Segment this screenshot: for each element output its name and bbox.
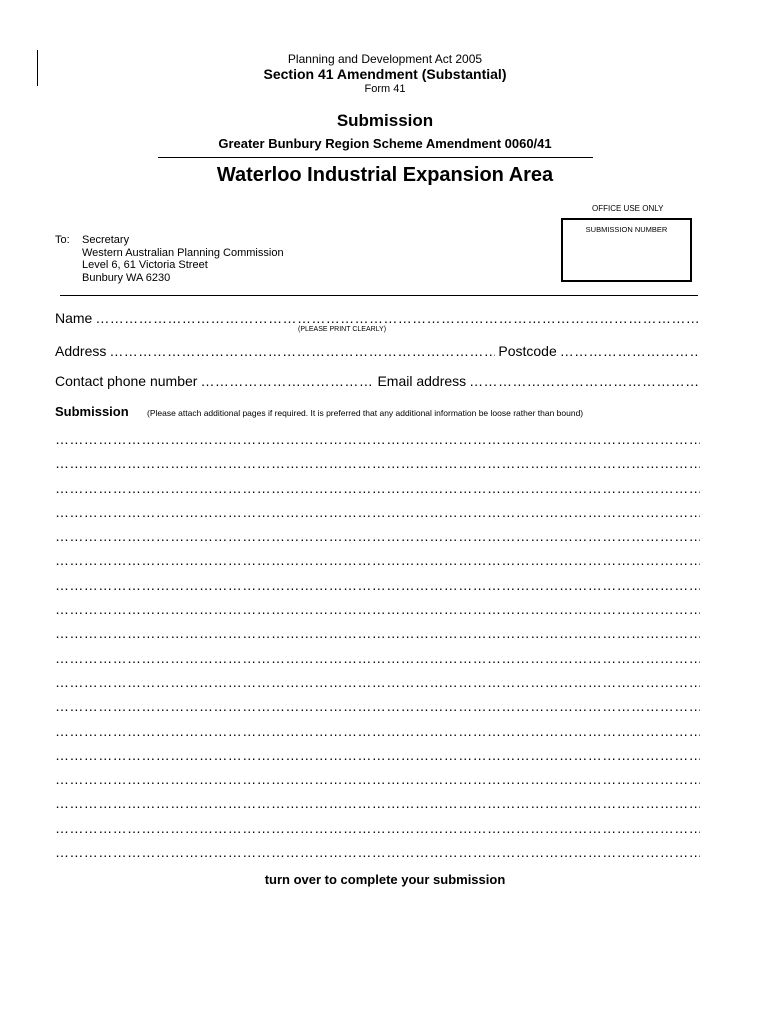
dotted-rule	[55, 840, 700, 864]
name-label: Name	[55, 310, 93, 326]
submission-line[interactable]	[55, 597, 700, 621]
dotted-rule	[55, 816, 700, 840]
dotted-rule	[55, 646, 700, 670]
submission-line[interactable]	[55, 573, 700, 597]
dotted-rule	[55, 694, 700, 718]
submission-line[interactable]	[55, 524, 700, 548]
form-number: Form 41	[364, 83, 406, 95]
submission-line[interactable]	[55, 791, 700, 815]
submission-number-box	[561, 218, 692, 282]
dotted-rule	[55, 476, 700, 500]
submission-lines	[55, 427, 700, 864]
submission-line[interactable]	[55, 646, 700, 670]
submission-line[interactable]	[55, 476, 700, 500]
act-line: Planning and Development Act 2005	[287, 52, 483, 66]
scheme-amendment: Greater Bunbury Region Scheme Amendment 0060/41	[218, 136, 552, 151]
submission-line[interactable]	[55, 548, 700, 572]
address-field[interactable]	[109, 343, 495, 359]
name-field[interactable]	[95, 310, 700, 326]
postcode-field[interactable]	[560, 343, 700, 359]
phone-field[interactable]	[200, 373, 374, 389]
dotted-rule	[55, 500, 700, 524]
area-title: Waterloo Industrial Expansion Area	[216, 164, 554, 186]
address-label: Address	[55, 343, 107, 359]
phone-label: Contact phone number	[55, 373, 198, 389]
submission-line[interactable]	[55, 767, 700, 791]
submission-line[interactable]	[55, 694, 700, 718]
title-divider	[158, 157, 593, 158]
dotted-rule	[55, 621, 700, 645]
dotted-rule	[55, 548, 700, 572]
submission-line[interactable]	[55, 427, 700, 451]
recipient-line: Bunbury WA 6230	[82, 271, 171, 284]
submission-line[interactable]	[55, 500, 700, 524]
email-field[interactable]	[469, 373, 700, 389]
contact-row	[55, 373, 700, 389]
recipient-line: Secretary	[82, 234, 130, 246]
dotted-rule	[55, 597, 700, 621]
recipient-line: Western Australian Planning Commission	[82, 246, 284, 259]
turn-over-note: turn over to complete your submission	[264, 872, 506, 887]
submission-line[interactable]	[55, 816, 700, 840]
page-title: Submission	[336, 111, 434, 130]
dotted-rule	[55, 427, 700, 451]
submission-line[interactable]	[55, 743, 700, 767]
dotted-rule	[55, 719, 700, 743]
submission-note: (Please attach additional pages if required. It is preferred that any additional information be loose rather than bound)	[147, 408, 584, 418]
dotted-rule	[55, 573, 700, 597]
dotted-rule	[55, 767, 700, 791]
submission-line[interactable]	[55, 719, 700, 743]
name-row	[55, 310, 700, 326]
dotted-rule	[55, 451, 700, 475]
submission-line[interactable]	[55, 621, 700, 645]
office-use-label: OFFICE USE ONLY	[592, 204, 664, 213]
dotted-rule	[55, 524, 700, 548]
print-clearly-note: (PLEASE PRINT CLEARLY)	[298, 326, 387, 333]
submission-line[interactable]	[55, 670, 700, 694]
submission-line[interactable]	[55, 840, 700, 864]
email-label: Email address	[377, 373, 467, 389]
section-divider	[60, 295, 698, 296]
submission-line[interactable]	[55, 451, 700, 475]
address-row	[55, 343, 700, 359]
to-label: To:	[55, 234, 70, 246]
submission-number-label: SUBMISSION NUMBER	[585, 225, 668, 234]
submission-heading: Submission	[55, 404, 129, 419]
postcode-label: Postcode	[498, 343, 557, 359]
section-heading: Section 41 Amendment (Substantial)	[263, 66, 507, 82]
recipient-line: Level 6, 61 Victoria Street	[82, 259, 208, 271]
dotted-rule	[55, 670, 700, 694]
dotted-rule	[55, 743, 700, 767]
dotted-rule	[55, 791, 700, 815]
